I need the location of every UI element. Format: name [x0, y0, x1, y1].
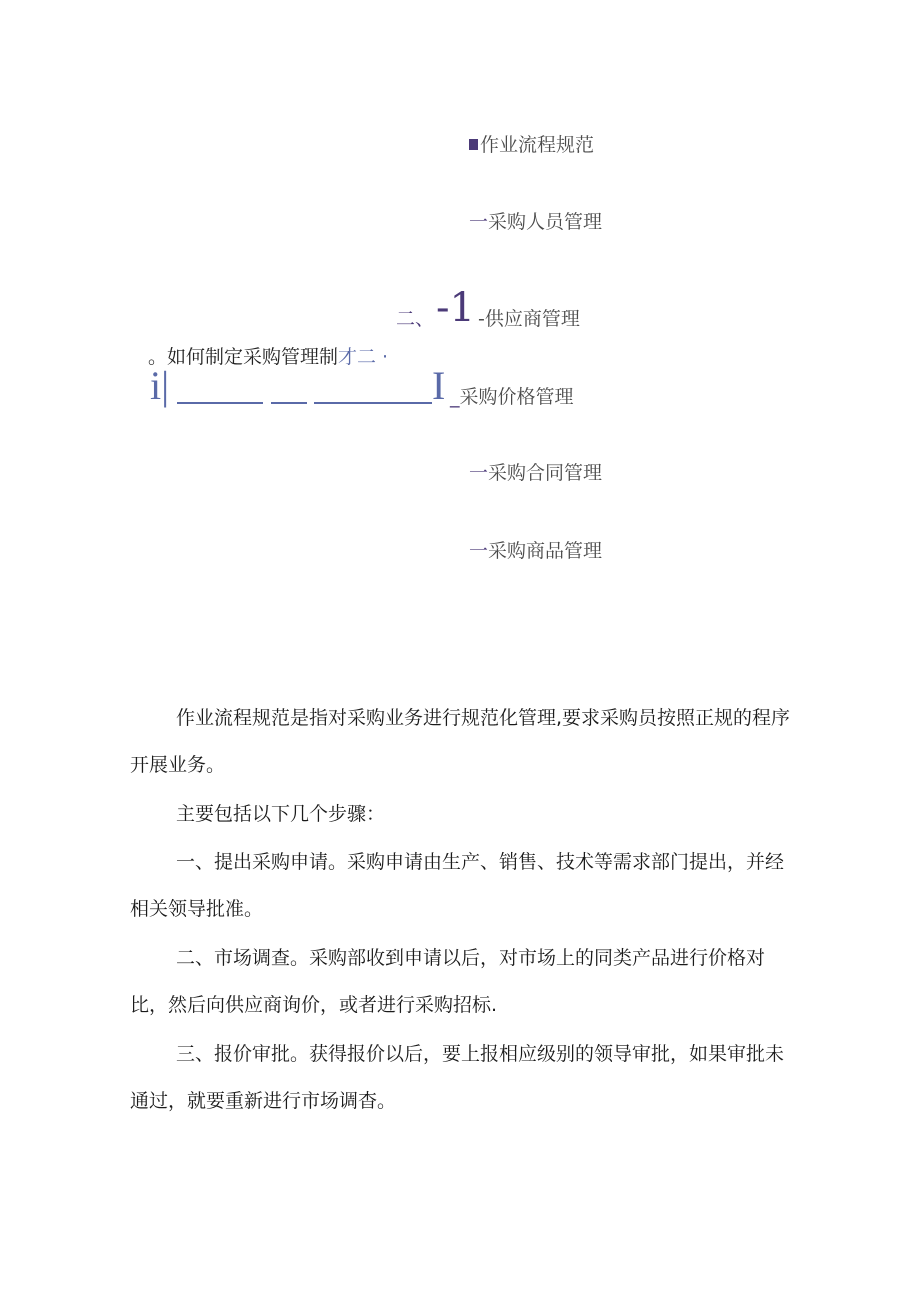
- diagram-item-supplier-marker: -1: [436, 285, 475, 331]
- diagram-item-supplier-prefix: 二、: [396, 308, 435, 330]
- bracket-left: i|: [150, 363, 170, 408]
- bracket-underline-3: [314, 402, 432, 404]
- diagram-item-price: _采购价格管理: [450, 386, 574, 408]
- diagram-item-contract: 一采购合同管理: [469, 462, 603, 484]
- bracket-right: I: [432, 363, 446, 408]
- diagram-item-staff: 一采购人员管理: [469, 211, 603, 233]
- diagram-title: 作业流程规范: [469, 130, 594, 157]
- step-3: 三、报价审批。获得报价以后，要上报相应级别的领导审批，如果审批未通过，就要重新进行市场调杳。: [130, 1043, 785, 1112]
- intro-paragraph: 作业流程规范是指对采购业务进行规范化管理,要求采购员按照正规的程序开展业务。: [130, 707, 791, 776]
- bracket-underline-1: [177, 402, 263, 404]
- step-1: 一、提出采购申请。采购申请由生产、销售、技术等需求部门提出，并经相关领导批准。: [130, 851, 785, 920]
- bracket-underline-2: [271, 402, 307, 404]
- steps-intro: 主要包括以下几个步骤：: [176, 803, 386, 825]
- square-bullet-icon: [469, 139, 478, 150]
- step-2: 二、市场调查。采购部收到申请以后，对市场上的同类产品进行价格对比，然后向供应商询价，或者进行采购招标.: [130, 947, 766, 1016]
- diagram-item-supplier: -供应商管理: [478, 308, 580, 330]
- diagram-item-goods: 一采购商品管理: [469, 540, 603, 562]
- diagram-left-label: 。如何制定采购管理制才二 ·: [148, 346, 389, 368]
